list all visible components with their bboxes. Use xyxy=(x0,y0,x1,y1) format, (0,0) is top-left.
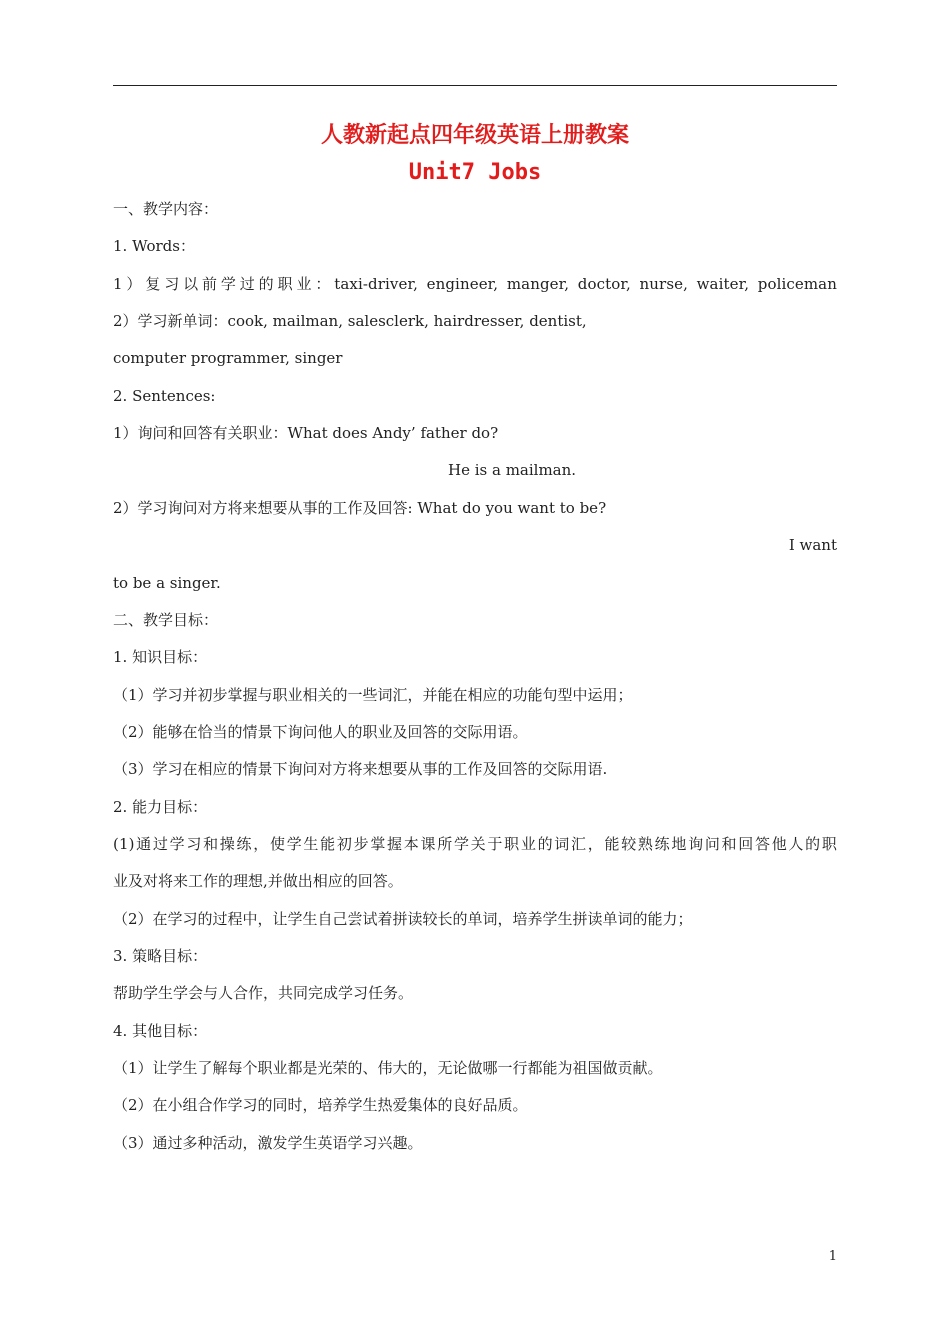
words-new-line-continued: computer programmer, singer xyxy=(113,349,343,367)
other-goal-item: （3）通过多种活动，激发学生英语学习兴趣。 xyxy=(113,1134,423,1152)
sentence-answer-line: He is a mailman. xyxy=(448,461,577,479)
strategy-goal-text: 帮助学生学会与人合作，共同完成学习任务。 xyxy=(113,984,414,1002)
page-number: 1 xyxy=(828,1249,837,1264)
other-goal-heading: 4. 其他目标： xyxy=(113,1022,208,1040)
words-new-line: 2）学习新单词：cook, mailman, salesclerk, hairdresser, dentist, xyxy=(113,312,587,330)
ability-goal-item: （2）在学习的过程中，让学生自己尝试着拼读较长的单词，培养学生拼读单词的能力； xyxy=(113,910,693,928)
knowledge-goal-item: （3）学习在相应的情景下询问对方将来想要从事的工作及回答的交际用语. xyxy=(113,760,608,778)
ability-goal-heading: 2. 能力目标： xyxy=(113,798,208,816)
section-heading-content: 一、教学内容： xyxy=(113,200,219,218)
sentence-question-line: 1）询问和回答有关职业：What does Andy’ father do? xyxy=(113,424,499,442)
other-goal-item: （2）在小组合作学习的同时，培养学生热爱集体的良好品质。 xyxy=(113,1096,528,1114)
document-title: 人教新起点四年级英语上册教案 xyxy=(320,122,629,148)
sentence-answer-line-2-continued: to be a singer. xyxy=(113,574,221,592)
strategy-goal-heading: 3. 策略目标： xyxy=(113,947,208,965)
sentences-heading: 2. Sentences: xyxy=(113,387,216,405)
ability-goal-item-continued: 业及对将来工作的理想,并做出相应的回答。 xyxy=(113,872,403,890)
knowledge-goal-heading: 1. 知识目标： xyxy=(113,648,208,666)
sentence-answer-line-2: I want xyxy=(788,536,837,554)
words-review-line: 1）复习以前学过的职业：taxi-driver, engineer, manger, doctor, nurse, waiter, policeman xyxy=(113,275,837,293)
header-rule xyxy=(113,85,837,86)
words-heading: 1. Words： xyxy=(113,237,195,255)
knowledge-goal-item: （2）能够在恰当的情景下询问他人的职业及回答的交际用语。 xyxy=(113,723,528,741)
sentence-question-line-2: 2）学习询问对方将来想要从事的工作及回答: What do you want to be? xyxy=(113,499,607,517)
other-goal-item: （1）让学生了解每个职业都是光荣的、伟大的，无论做哪一行都能为祖国做贡献。 xyxy=(113,1059,663,1077)
section-heading-goals: 二、教学目标： xyxy=(113,611,219,629)
ability-goal-item: (1)通过学习和操练，使学生能初步掌握本课所学关于职业的词汇，能较熟练地询问和回答他人的职 xyxy=(113,835,837,853)
document-subtitle: Unit7 Jobs xyxy=(408,160,542,185)
knowledge-goal-item: （1）学习并初步掌握与职业相关的一些词汇，并能在相应的功能句型中运用； xyxy=(113,686,633,704)
